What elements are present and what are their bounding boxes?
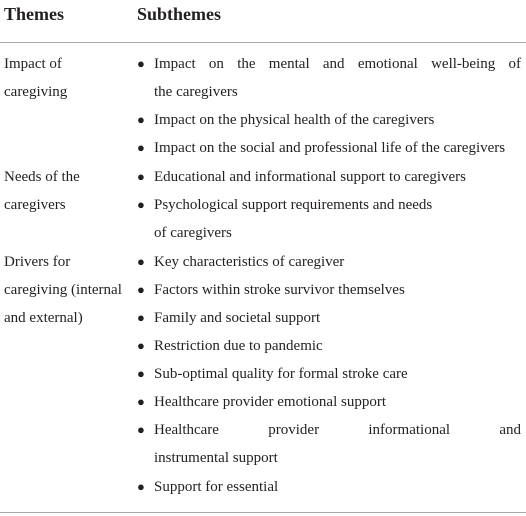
bullet-icon: ●: [137, 140, 145, 155]
bullet-icon: ●: [137, 112, 145, 127]
header-themes: Themes: [4, 4, 64, 24]
subtheme-item: [137, 304, 521, 332]
bullet-icon: ●: [137, 56, 145, 71]
subtheme-line: Sub-optimal quality for formal stroke care: [154, 366, 408, 382]
subtheme-line: Support for essential: [154, 479, 279, 495]
theme-line: Needs of the: [4, 169, 80, 185]
bullet-icon: ●: [137, 394, 145, 409]
theme-line: Impact of: [4, 56, 62, 72]
bullet-icon: ●: [137, 479, 145, 494]
subtheme-item: [137, 163, 521, 191]
subtheme-item: [137, 360, 521, 388]
subtheme-line: Key characteristics of caregiver: [154, 254, 345, 270]
theme-cell: [4, 163, 132, 219]
subtheme-item: [137, 332, 521, 360]
subtheme-line: Factors within stroke survivor themselves: [154, 282, 405, 298]
subtheme-line: Restriction due to pandemic: [154, 338, 323, 354]
bottom-rule: [0, 512, 526, 513]
header-subthemes: Subthemes: [137, 4, 222, 24]
subtheme-item: [137, 50, 521, 106]
subtheme-item: [137, 276, 521, 304]
theme-cell: [4, 248, 132, 332]
header-rule: [0, 42, 526, 43]
subtheme-line: Impact on the social and professional life of the caregivers: [154, 140, 506, 156]
subtheme-item: [137, 248, 521, 276]
subtheme-line: Impact on the physical health of the caregivers: [154, 112, 435, 128]
subtheme-line: the caregivers: [154, 84, 238, 100]
subtheme-item: [137, 106, 521, 134]
subtheme-line: Healthcare provider informational and: [154, 422, 521, 438]
subtheme-line: Healthcare provider emotional support: [154, 394, 387, 410]
bullet-icon: ●: [137, 282, 145, 297]
subtheme-item: [137, 191, 521, 247]
bullet-icon: ●: [137, 422, 145, 437]
subtheme-item: [137, 134, 521, 162]
subtheme-line: Psychological support requirements and needs: [154, 197, 433, 213]
bullet-icon: ●: [137, 169, 145, 184]
bullet-icon: ●: [137, 254, 145, 269]
subtheme-line: Impact on the mental and emotional well-being of: [154, 56, 521, 72]
subtheme-item: [137, 416, 521, 472]
subtheme-line: instrumental support: [154, 450, 278, 466]
subtheme-line: of caregivers: [154, 225, 232, 241]
theme-line: caregiving (internal: [4, 282, 122, 298]
bullet-icon: ●: [137, 366, 145, 381]
subtheme-line: Educational and informational support to caregivers: [154, 169, 466, 185]
theme-cell: [4, 50, 132, 106]
bullet-icon: ●: [137, 197, 145, 212]
subtheme-item: [137, 388, 521, 416]
theme-line: and external): [4, 310, 83, 326]
bullet-icon: ●: [137, 338, 145, 353]
bullet-icon: ●: [137, 310, 145, 325]
theme-line: Drivers for: [4, 254, 71, 270]
theme-line: caregiving: [4, 84, 68, 100]
theme-line: caregivers: [4, 197, 66, 213]
subtheme-line: Family and societal support: [154, 310, 321, 326]
subtheme-item: [137, 473, 521, 501]
